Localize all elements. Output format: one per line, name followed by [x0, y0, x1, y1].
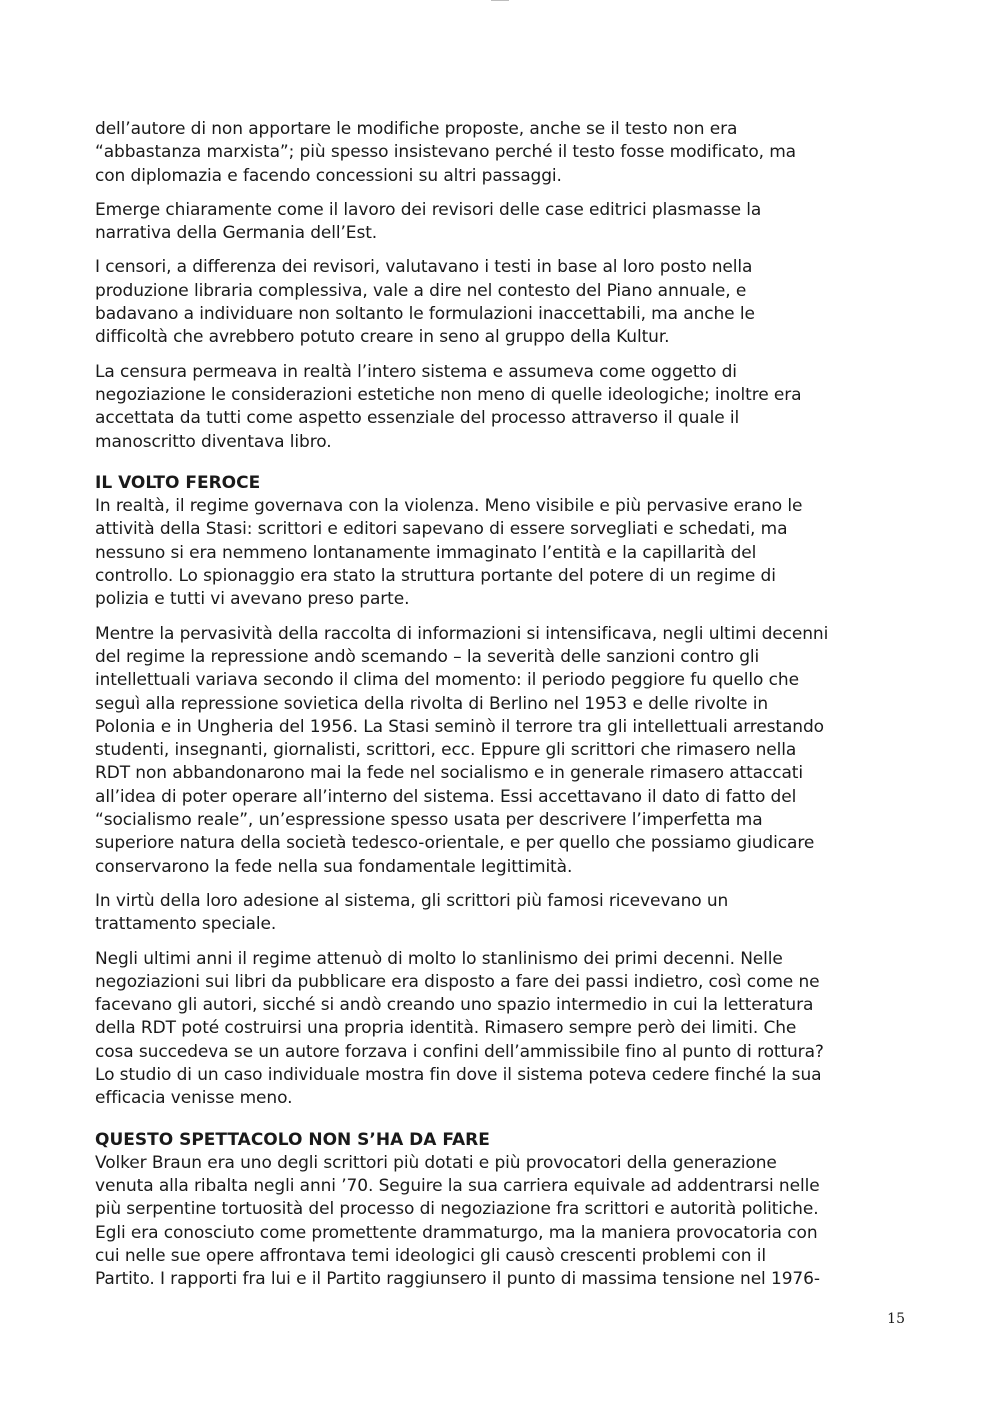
paragraph: Negli ultimi anni il regime attenuò di molto lo stanlinismo dei primi decenni. Nelle negoziazioni sui libri da pubblicare era disposto a fare dei passi indietro, così come ne facevano gli autori, sicché si andò creando uno spazio intermedio in cui la letteratura della RDT poté costruirsi una propria identità. Rimasero sempre però dei limiti. Che cosa succedeva se un autore forzava i confini dell’ammissibile fino al punto di rottura? Lo studio di un caso individuale mostra fin dove il sistema poteva cedere finché la sua efficacia venisse meno.	[95, 948, 824, 1109]
paragraph: dell’autore di non apportare le modifiche proposte, anche se il testo non era “abbastanza marxista”; più spesso insistevano perché il testo fosse modificato, ma con diplomazia e facendo concessioni su altri passaggi.	[95, 119, 797, 186]
page-top-mark	[491, 0, 509, 1]
page-number: 15	[887, 1311, 905, 1327]
paragraph: La censura permeava in realtà l’intero sistema e assumeva come oggetto di negoziazione le considerazioni estetiche non meno di quelle ideologiche; inoltre era accettata da tutti come aspetto essenziale del processo attraverso il quale il manoscritto diventava libro.	[95, 361, 802, 452]
paragraph: Emerge chiaramente come il lavoro dei revisori delle case editrici plasmasse la narrativa della Germania dell’Est.	[95, 199, 762, 244]
page-body	[95, 118, 907, 1303]
paragraph: In realtà, il regime governava con la violenza. Meno visibile e più pervasive erano le attività della Stasi: scrittori e editori sapevano di essere sorvegliati e schedati, ma nessuno si era nemmeno lontanamente immaginato l’entità e la capillarità del controllo. Lo spionaggio era stato la struttura portante del potere di un regime di polizia e tutti vi avevano preso parte.	[95, 496, 803, 610]
section-heading: IL VOLTO FEROCE	[95, 472, 261, 493]
section-heading: QUESTO SPETTACOLO NON S’HA DA FARE	[95, 1129, 490, 1150]
paragraph: I censori, a differenza dei revisori, valutavano i testi in base al loro posto nella produzione libraria complessiva, vale a dire nel contesto del Piano annuale, e badavano a individuare non soltanto le formulazioni inaccettabili, ma anche le difficoltà che avrebbero potuto creare in seno al gruppo della Kultur.	[95, 257, 755, 348]
paragraph: Volker Braun era uno degli scrittori più dotati e più provocatori della generazione venuta alla ribalta negli anni ’70. Seguire la sua carriera equivale ad addentrarsi nelle più serpentine tortuosità del processo di negoziazione fra scrittori e autorità politiche. Egli era conosciuto come promettente drammaturgo, ma la maniera provocatoria con cui nelle sue opere affrontava temi ideologici gli causò crescenti problemi con il Partito. I rapporti fra lui e il Partito raggiunsero il punto di massima tensione nel 1976-	[95, 1152, 820, 1290]
paragraph: In virtù della loro adesione al sistema, gli scrittori più famosi ricevevano un trattamento speciale.	[95, 890, 729, 935]
paragraph: Mentre la pervasività della raccolta di informazioni si intensificava, negli ultimi decenni del regime la repressione andò scemando – la severità delle sanzioni contro gli intellettuali variava secondo il clima del momento: il periodo peggiore fu quello che seguì alla repressione sovietica della rivolta di Berlino nel 1953 e delle rivolte in Polonia e in Ungheria del 1956. La Stasi seminò il terrore tra gli intellettuali arrestando studenti, insegnanti, giornalisti, scrittori, ecc. Eppure gli scrittori che rimasero nella RDT non abbandonarono mai la fede nel socialismo e in generale rimasero attaccati all’idea di poter operare all’interno del sistema. Essi accettavano il dato di fatto del “socialismo reale”, un’espressione spesso usata per descrivere l’imperfetta ma superiore natura della società tedesco-orientale, e per quello che possiamo giudicare conservarono la fede nella sua fondamentale legittimità.	[95, 623, 829, 877]
